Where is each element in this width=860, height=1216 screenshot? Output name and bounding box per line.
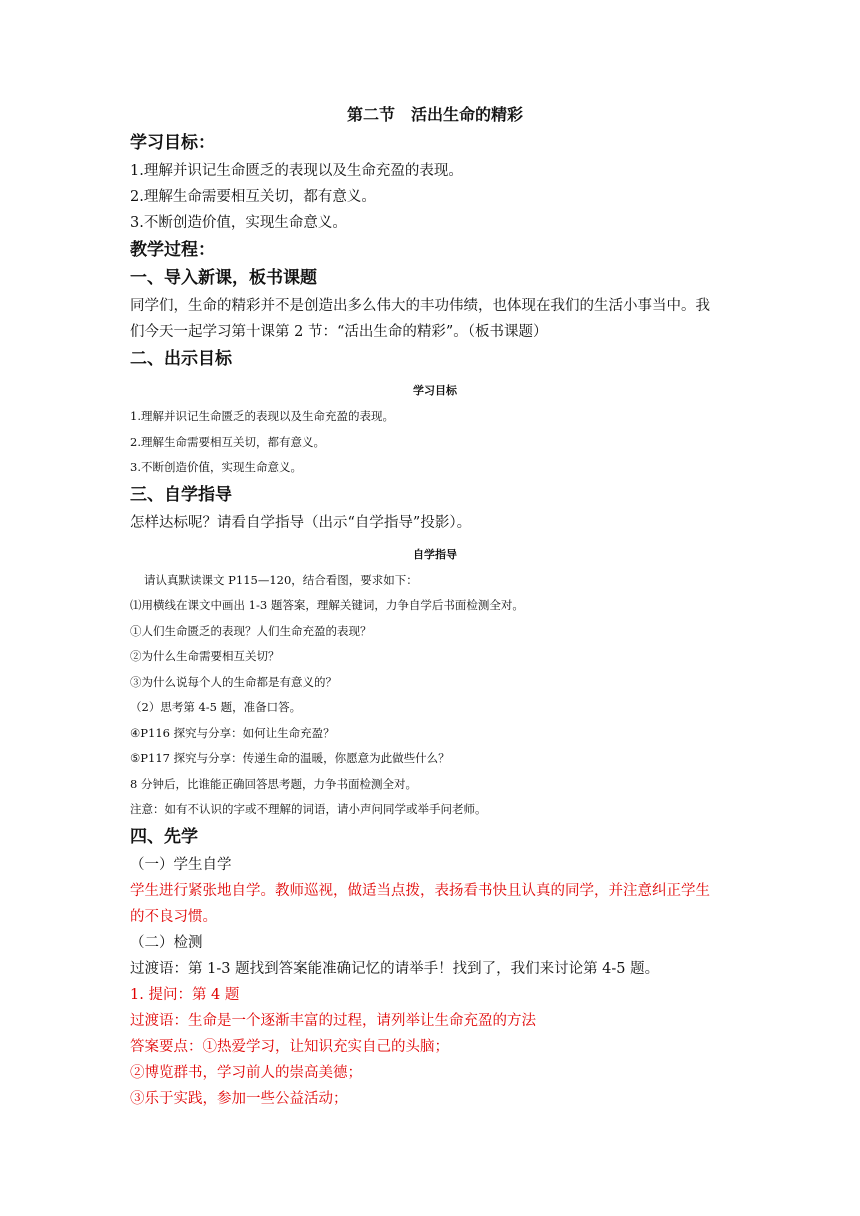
box-item: 3.不断创造价值，实现生命意义。 bbox=[130, 460, 302, 474]
paragraph-line: 过渡语：第 1-3 题找到答案能准确记忆的请举手！找到了，我们来讨论第 4-5 题。 bbox=[130, 960, 660, 977]
red-item: 答案要点：①热爱学习，让知识充实自己的头脑； bbox=[130, 1038, 449, 1055]
objective-item: 2.理解生命需要相互关切，都有意义。 bbox=[130, 189, 376, 205]
guide-item: ②为什么生命需要相互关切？ bbox=[130, 649, 280, 663]
guide-item: ③为什么说每个人的生命都是有意义的？ bbox=[130, 674, 337, 689]
section-heading: 四、先学 bbox=[130, 826, 198, 847]
objectives-heading: 学习目标： bbox=[130, 133, 215, 153]
red-item: ③乐于实践，参加一些公益活动； bbox=[130, 1090, 348, 1107]
subheading: （一）学生自学 bbox=[130, 856, 232, 873]
box-item: 2.理解生命需要相互关切，都有意义。 bbox=[130, 434, 325, 449]
guide-item: 注意：如有不认识的字或不理解的词语，请小声问同学或举手问老师。 bbox=[130, 802, 487, 816]
objectives-box-title: 学习目标 bbox=[413, 384, 457, 397]
page-title: 第二节 活出生命的精彩 bbox=[346, 105, 523, 124]
box-item: 1.理解并识记生命匮乏的表现以及生命充盈的表现。 bbox=[130, 409, 394, 423]
guide-lead: 请认真默读课文 P115—120，结合看图，要求如下： bbox=[144, 572, 418, 587]
objective-item: 3.不断创造价值，实现生命意义。 bbox=[130, 215, 347, 231]
red-item: 1. 提问：第 4 题 bbox=[130, 986, 240, 1003]
process-heading: 教学过程： bbox=[130, 240, 215, 260]
guide-item: ⑴用横线在课文中画出 1-3 题答案，理解关键词，力争自学后书面检测全对。 bbox=[130, 598, 524, 612]
red-item: 过渡语：生命是一个逐渐丰富的过程，请列举让生命充盈的方法 bbox=[130, 1012, 536, 1029]
objective-item: 1.理解并识记生命匮乏的表现以及生命充盈的表现。 bbox=[130, 163, 463, 179]
guide-item: ⑤P117 探究与分享：传递生命的温暖，你愿意为此做些什么？ bbox=[130, 751, 450, 765]
section-heading: 二、出示目标 bbox=[130, 349, 232, 369]
red-item: ②博览群书，学习前人的崇高美德； bbox=[130, 1064, 362, 1081]
paragraph-line: 怎样达标呢？请看自学指导（出示“自学指导”投影）。 bbox=[130, 514, 472, 531]
section-heading: 一、导入新课，板书课题 bbox=[130, 268, 317, 288]
document-page bbox=[130, 102, 740, 1112]
guide-item: ①人们生命匮乏的表现？人们生命充盈的表现？ bbox=[130, 623, 372, 638]
guide-box-title: 自学指导 bbox=[413, 547, 457, 561]
paragraph-line: 们今天一起学习第十课第 2 节：“活出生命的精彩”。（板书课题） bbox=[130, 324, 548, 340]
paragraph-line: 同学们，生命的精彩并不是创造出多么伟大的丰功伟绩，也体现在我们的生活小事当中。我 bbox=[130, 298, 710, 314]
guide-item: ④P116 探究与分享：如何让生命充盈？ bbox=[130, 725, 335, 740]
red-paragraph-line: 的不良习惯。 bbox=[130, 908, 217, 925]
red-paragraph-line: 学生进行紧张地自学。教师巡视，做适当点拨，表扬看书快且认真的同学，并注意纠正学生 bbox=[130, 882, 710, 899]
section-heading: 三、自学指导 bbox=[130, 484, 232, 505]
guide-item: 8 分钟后，比谁能正确回答思考题，力争书面检测全对。 bbox=[130, 776, 417, 791]
subheading: （二）检测 bbox=[130, 934, 203, 951]
guide-item: （2）思考第 4-5 题，准备口答。 bbox=[130, 700, 302, 714]
